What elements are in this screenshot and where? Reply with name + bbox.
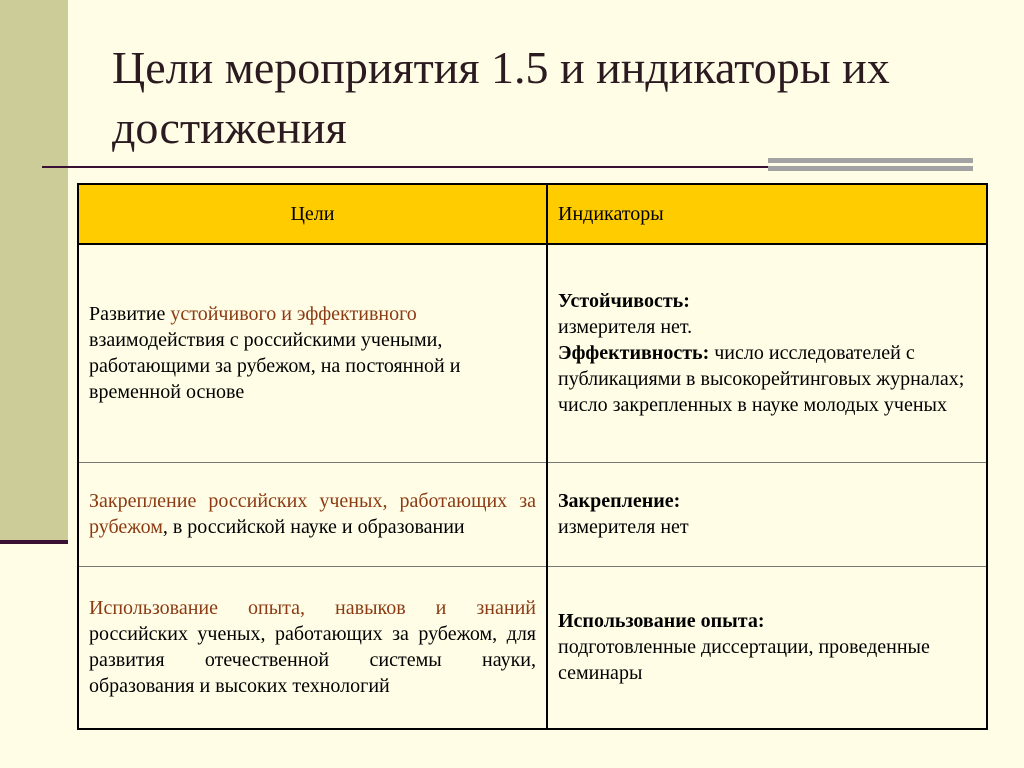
indicator-cell xyxy=(547,244,987,462)
indicator-text: измерителя нет. xyxy=(558,316,693,339)
sidebar-rule xyxy=(0,540,68,544)
goal-cell xyxy=(78,462,547,566)
goal-text: , в российской науке и образовании xyxy=(162,516,465,538)
slide-title: Цели мероприятия 1.5 и индикаторы их достижения xyxy=(112,42,890,153)
title-accent-bars xyxy=(768,158,973,174)
indicator-label: Эффективность: xyxy=(558,342,710,365)
indicator-label: Закрепление: xyxy=(558,490,681,512)
header-indicators: Индикаторы xyxy=(547,184,987,244)
indicator-text: измерителя нет xyxy=(558,516,689,538)
table-row xyxy=(78,244,987,462)
table-header-row xyxy=(78,184,987,244)
table-row xyxy=(78,566,987,729)
goal-text: Развитие xyxy=(89,303,171,326)
header-goals: Цели xyxy=(78,184,547,244)
goals-indicators-table xyxy=(77,183,988,730)
goal-text: российских ученых, работающих за рубежом, для развития отечественной системы науки, образования и высоких технологий xyxy=(89,623,536,698)
indicator-text: число исследователей с публикациями в высокорейтинговых журналах; xyxy=(558,342,965,391)
goal-highlight: устойчивого и эффективного xyxy=(170,303,417,326)
table-row xyxy=(78,462,987,566)
indicator-cell xyxy=(547,566,987,729)
sidebar-decoration xyxy=(0,0,68,540)
indicator-text: число закрепленных в науке молодых ученых xyxy=(558,394,947,417)
goal-highlight: Закрепление российских ученых, работающих за рубежом xyxy=(89,490,536,538)
goal-cell xyxy=(78,566,547,729)
goal-highlight: Использование опыта, навыков и знаний xyxy=(89,597,536,620)
indicator-text: подготовленные диссертации, проведенные семинары xyxy=(558,636,930,685)
indicator-label: Устойчивость: xyxy=(558,290,690,313)
goal-cell xyxy=(78,244,547,462)
indicator-label: Использование опыта: xyxy=(558,610,765,633)
indicator-cell xyxy=(547,462,987,566)
goal-text: взаимодействия с российскими учеными, работающими за рубежом, на постоянной и временной основе xyxy=(89,329,461,404)
